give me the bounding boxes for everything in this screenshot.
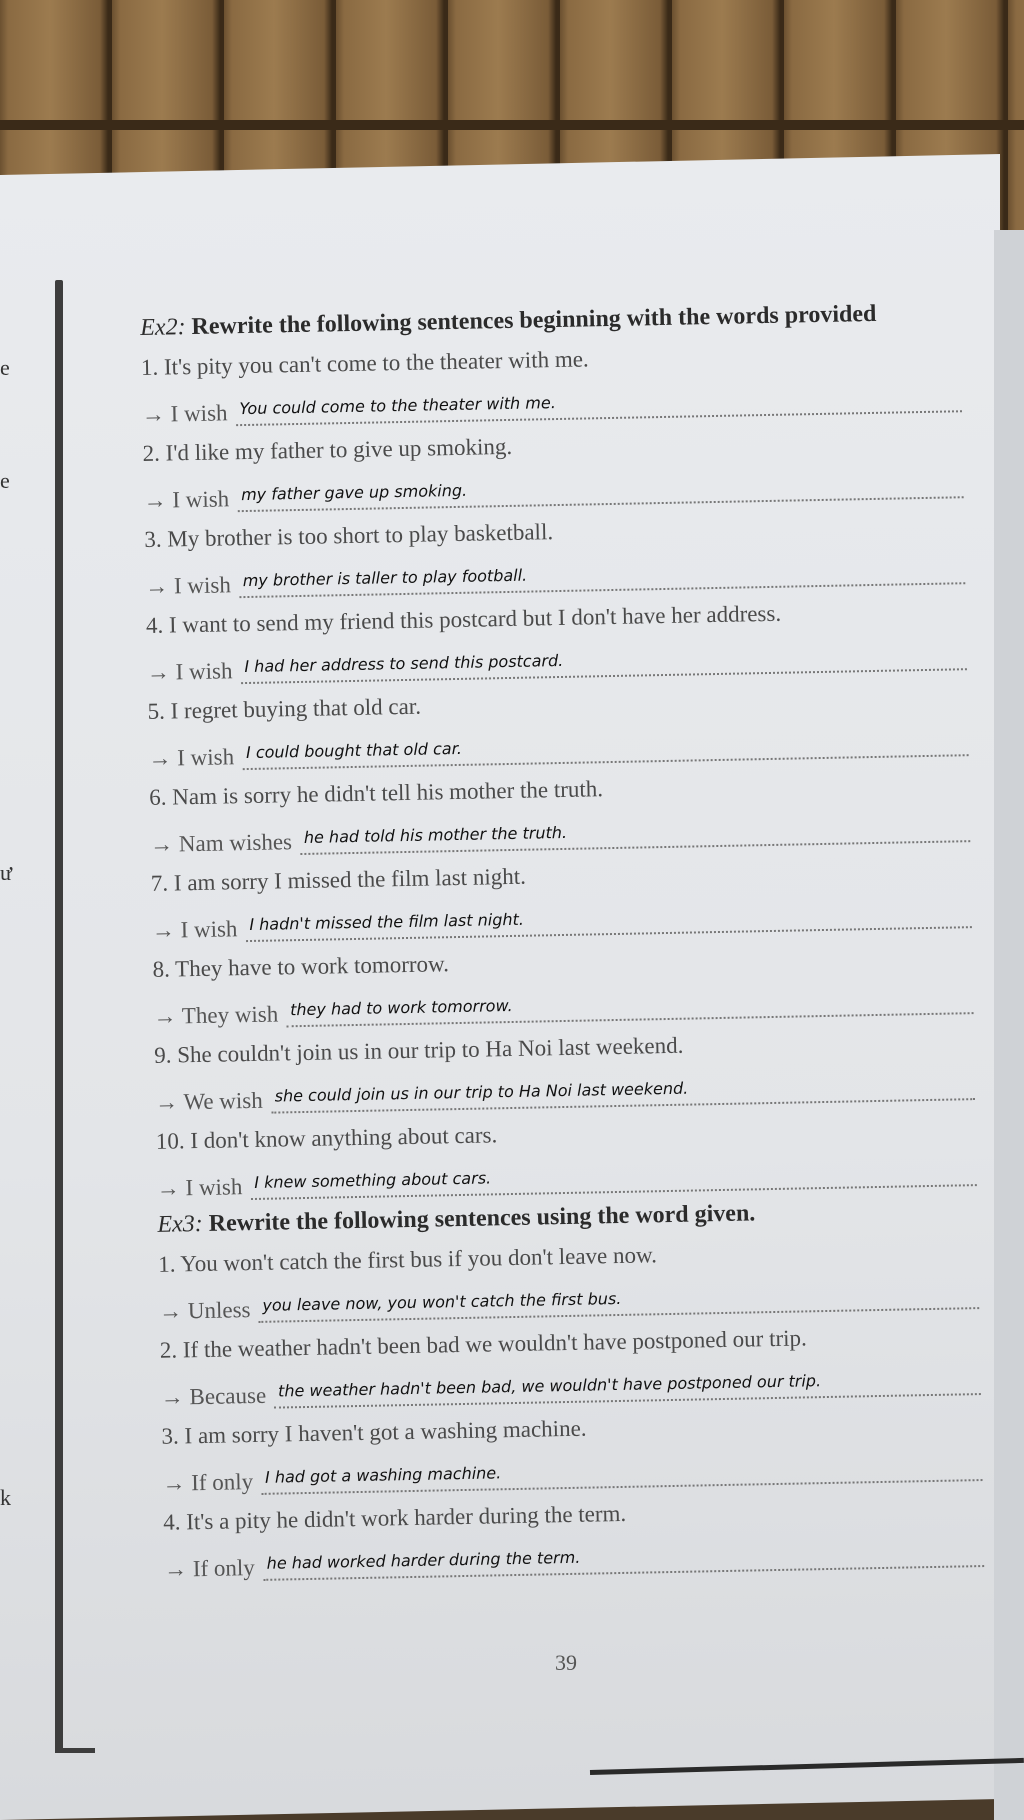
answer-lead: → Because (160, 1382, 267, 1410)
answer-lead: → If only (163, 1555, 256, 1582)
ex2-title: Rewrite the following sentences beginning with the words provided (191, 300, 877, 341)
question-text: 3. I am sorry I haven't got a washing machine. (161, 1415, 587, 1449)
dotted-answer-field[interactable] (235, 382, 962, 426)
question-text: 8. They have to work tomorrow. (152, 951, 450, 982)
margin-letter: ư (0, 860, 12, 885)
mat-seam (0, 120, 1024, 130)
question-text: 2. If the weather hadn't been bad we wouldn't have postponed our trip. (159, 1325, 807, 1363)
question-text: 4. It's a pity he didn't work harder during the term. (162, 1500, 627, 1535)
exercise-content (140, 299, 984, 1593)
margin-letter: k (0, 1485, 11, 1510)
question-text: 3. My brother is too short to play basketball. (144, 519, 554, 552)
dotted-answer-field[interactable] (274, 1365, 981, 1409)
page-binding-foot (55, 1748, 95, 1753)
ex3-heading (157, 1196, 977, 1239)
answer-lead: → Unless (158, 1297, 251, 1324)
typed-answer: the weather hadn't been bad, we wouldn't have postponed our trip. (277, 1371, 822, 1401)
typed-answer: I could bought that old car. (245, 738, 462, 763)
typed-answer: they had to work tomorrow. (289, 995, 513, 1020)
answer-lead: → Nam wishes (149, 829, 293, 857)
typed-answer: she could join us in our trip to Ha Noi last weekend. (274, 1078, 689, 1106)
dotted-answer-field[interactable] (270, 1070, 975, 1114)
page-number: 39 (555, 1650, 577, 1675)
dotted-answer-field[interactable] (261, 1451, 983, 1495)
page-binding-line (55, 280, 63, 1750)
question-text: 2. I'd like my father to give up smoking. (142, 433, 513, 466)
question-text: 1. You won't catch the first bus if you don't leave now. (157, 1242, 658, 1277)
answer-lead: → We wish (154, 1087, 263, 1115)
answer-lead: → I wish (141, 400, 228, 427)
typed-answer: he had told his mother the truth. (303, 822, 568, 847)
margin-letter: e (0, 468, 10, 493)
answer-lead: → I wish (143, 486, 230, 513)
question-text: 4. I want to send my friend this postcard but I don't have her address. (145, 600, 782, 638)
dotted-answer-field[interactable] (239, 554, 966, 598)
answer-lead: → I wish (146, 658, 233, 685)
answer-lead: → I wish (148, 744, 235, 771)
dotted-answer-field[interactable] (262, 1537, 984, 1581)
question-text: 9. She couldn't join us in our trip to Ha Noi last weekend. (153, 1032, 684, 1068)
ex3-label: Ex3: (157, 1210, 204, 1238)
answer-lead: → I wish (156, 1174, 243, 1201)
dotted-answer-field[interactable] (237, 468, 964, 512)
dotted-answer-field[interactable] (240, 640, 967, 684)
typed-answer: my brother is taller to play football. (242, 565, 528, 591)
ex2-label: Ex2: (140, 314, 186, 341)
question-text: 1. It's pity you can't come to the theater with me. (140, 346, 589, 380)
answer-lead: → They wish (153, 1001, 279, 1029)
answer-lead: → If only (162, 1469, 254, 1496)
answer-lead: → I wish (144, 572, 232, 599)
typed-answer: he had worked harder during the term. (266, 1547, 581, 1573)
typed-answer: I hadn't missed the film last night. (249, 909, 525, 935)
dotted-answer-field[interactable] (250, 1156, 977, 1200)
dotted-answer-field[interactable] (242, 726, 969, 770)
question-text: 5. I regret buying that old car. (147, 693, 422, 724)
dotted-answer-field[interactable] (245, 898, 972, 942)
margin-letter: e (0, 355, 10, 380)
question-text: 6. Nam is sorry he didn't tell his mother the truth. (149, 776, 604, 810)
dotted-answer-field[interactable] (258, 1279, 979, 1323)
ex2-list (141, 336, 977, 1202)
dotted-answer-field[interactable] (286, 984, 974, 1027)
question-text: 10. I don't know anything about cars. (155, 1122, 498, 1154)
question-text: 7. I am sorry I missed the film last night. (150, 863, 527, 896)
typed-answer: You could come to the theater with me. (239, 393, 557, 419)
ex3-title: Rewrite the following sentences using the word given. (208, 1200, 756, 1237)
typed-answer: I had got a washing machine. (264, 1463, 502, 1487)
answer-lead: → I wish (151, 916, 238, 943)
page-stack-edge (994, 230, 1024, 1820)
typed-answer: I had her address to send this postcard. (244, 650, 564, 677)
typed-answer: my father gave up smoking. (240, 480, 468, 505)
typed-answer: you leave now, you won't catch the first bus. (262, 1288, 622, 1315)
dotted-answer-field[interactable] (300, 812, 971, 855)
typed-answer: I knew something about cars. (254, 1168, 492, 1192)
ex3-list (158, 1233, 984, 1583)
